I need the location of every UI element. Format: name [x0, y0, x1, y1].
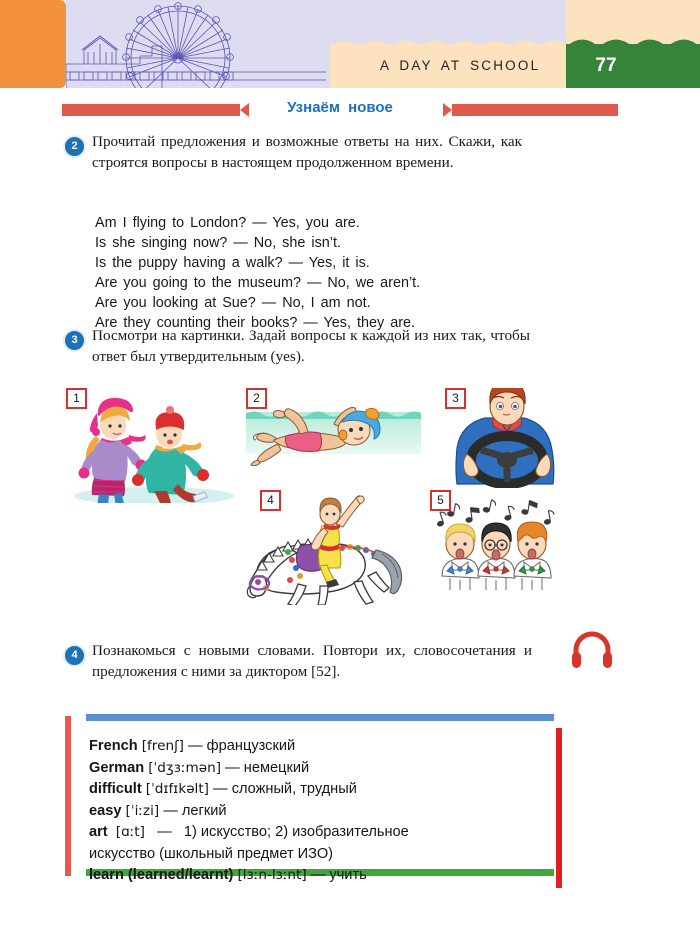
example-sentence: Is she singing now? — No, she isn’t. [95, 235, 341, 251]
vocab-ipa: [lɜːn-lɜːnt] [237, 867, 307, 883]
vocabulary-box [62, 708, 618, 883]
exercise-2-instruction: Прочитай предложения и возможные ответы на них. Скажи, как строятся вопросы в настоящем продолженном времени. [92, 133, 522, 171]
vocab-word: learn (learned/learnt) [89, 867, 234, 883]
section-divider [62, 99, 618, 121]
divider-label: Узнаём новое [287, 99, 393, 116]
picture-number-3: 3 [445, 388, 466, 409]
vocab-translation: легкий [181, 802, 227, 819]
vocab-dash: — [188, 738, 203, 754]
vocab-ipa: [ˈiːzi] [125, 802, 160, 819]
vocab-ipa: [ˈdʒɜːmən] [148, 759, 222, 776]
vocab-entry-continuation: искусство (школьный предмет ИЗО) [89, 845, 334, 862]
vocab-word: German [89, 759, 145, 776]
example-sentence: Are they counting their books? — Yes, they are. [95, 315, 415, 331]
vocab-translation: 1) искусство; 2) изобразительное [183, 824, 409, 840]
vocab-left-bar [65, 716, 71, 876]
page-header [0, 0, 700, 92]
vocab-dash: — [213, 781, 228, 797]
vocabulary-list [89, 736, 559, 887]
vocab-word: difficult [89, 781, 142, 797]
vocab-translation: учить [329, 867, 367, 883]
vocab-word: art [89, 824, 108, 840]
example-sentence: Are you looking at Sue? — No, I am not. [95, 295, 371, 311]
vocab-entry [89, 865, 559, 887]
vocab-entry [89, 779, 559, 801]
vocab-entry [89, 822, 559, 844]
vocab-word: easy [89, 802, 122, 819]
exercise-number-badge-3: 3 [63, 329, 86, 352]
vocab-dash: — [225, 759, 240, 776]
exercise-4-instruction: Познакомься с новыми словами. Повтори их, словосочетания и предложения с ними за диктором [52]. [92, 642, 532, 680]
example-sentence: Am I flying to London? — Yes, you are. [95, 215, 360, 231]
page-title: A DAY AT SCHOOL [380, 58, 541, 73]
header-scallop-green [566, 35, 700, 53]
example-sentence: Are you going to the museum? — No, we aren’t. [95, 275, 421, 291]
vocab-translation: немецкий [243, 759, 310, 776]
vocab-ipa: [frenʃ] [141, 738, 184, 754]
vocab-dash: — [310, 867, 326, 883]
headphones-icon [570, 630, 614, 670]
picture-3-driving [445, 388, 570, 488]
picture-1-ice-skating [66, 388, 241, 503]
vocab-top-bar [86, 714, 554, 721]
vocab-dash: — [157, 824, 172, 840]
header-orange-block [0, 0, 66, 88]
picture-number-1: 1 [66, 388, 87, 409]
picture-number-5: 5 [430, 490, 451, 511]
vocab-word: French [89, 738, 138, 754]
london-eye-icon [66, 0, 326, 88]
exercise-3-instruction: Посмотри на картинки. Задай вопросы к каждой из них так, чтобы ответ был утвердительным (yes). [92, 327, 530, 365]
picture-4-horse-rider [246, 490, 426, 605]
vocab-ipa: [ˈdɪfɪkəlt] [145, 781, 209, 797]
picture-5-singing-boys [430, 490, 570, 600]
page-number: 77 [595, 55, 617, 76]
vocab-translation: французский [206, 738, 296, 754]
vocab-entry [89, 801, 559, 823]
example-sentence: Is the puppy having a walk? — Yes, it is. [95, 255, 370, 271]
exercise-number-badge-2: 2 [63, 135, 86, 158]
vocab-entry [89, 736, 559, 758]
exercise-2-examples [95, 213, 565, 333]
picture-number-4: 4 [260, 490, 281, 511]
vocab-ipa: [ɑːt] [115, 824, 145, 840]
exercise-number-badge-4: 4 [63, 644, 86, 667]
vocab-dash: — [163, 802, 178, 819]
vocab-entry [89, 758, 559, 780]
picture-number-2: 2 [246, 388, 267, 409]
vocab-translation: сложный, трудный [231, 781, 357, 797]
picture-2-swimming [246, 388, 421, 488]
